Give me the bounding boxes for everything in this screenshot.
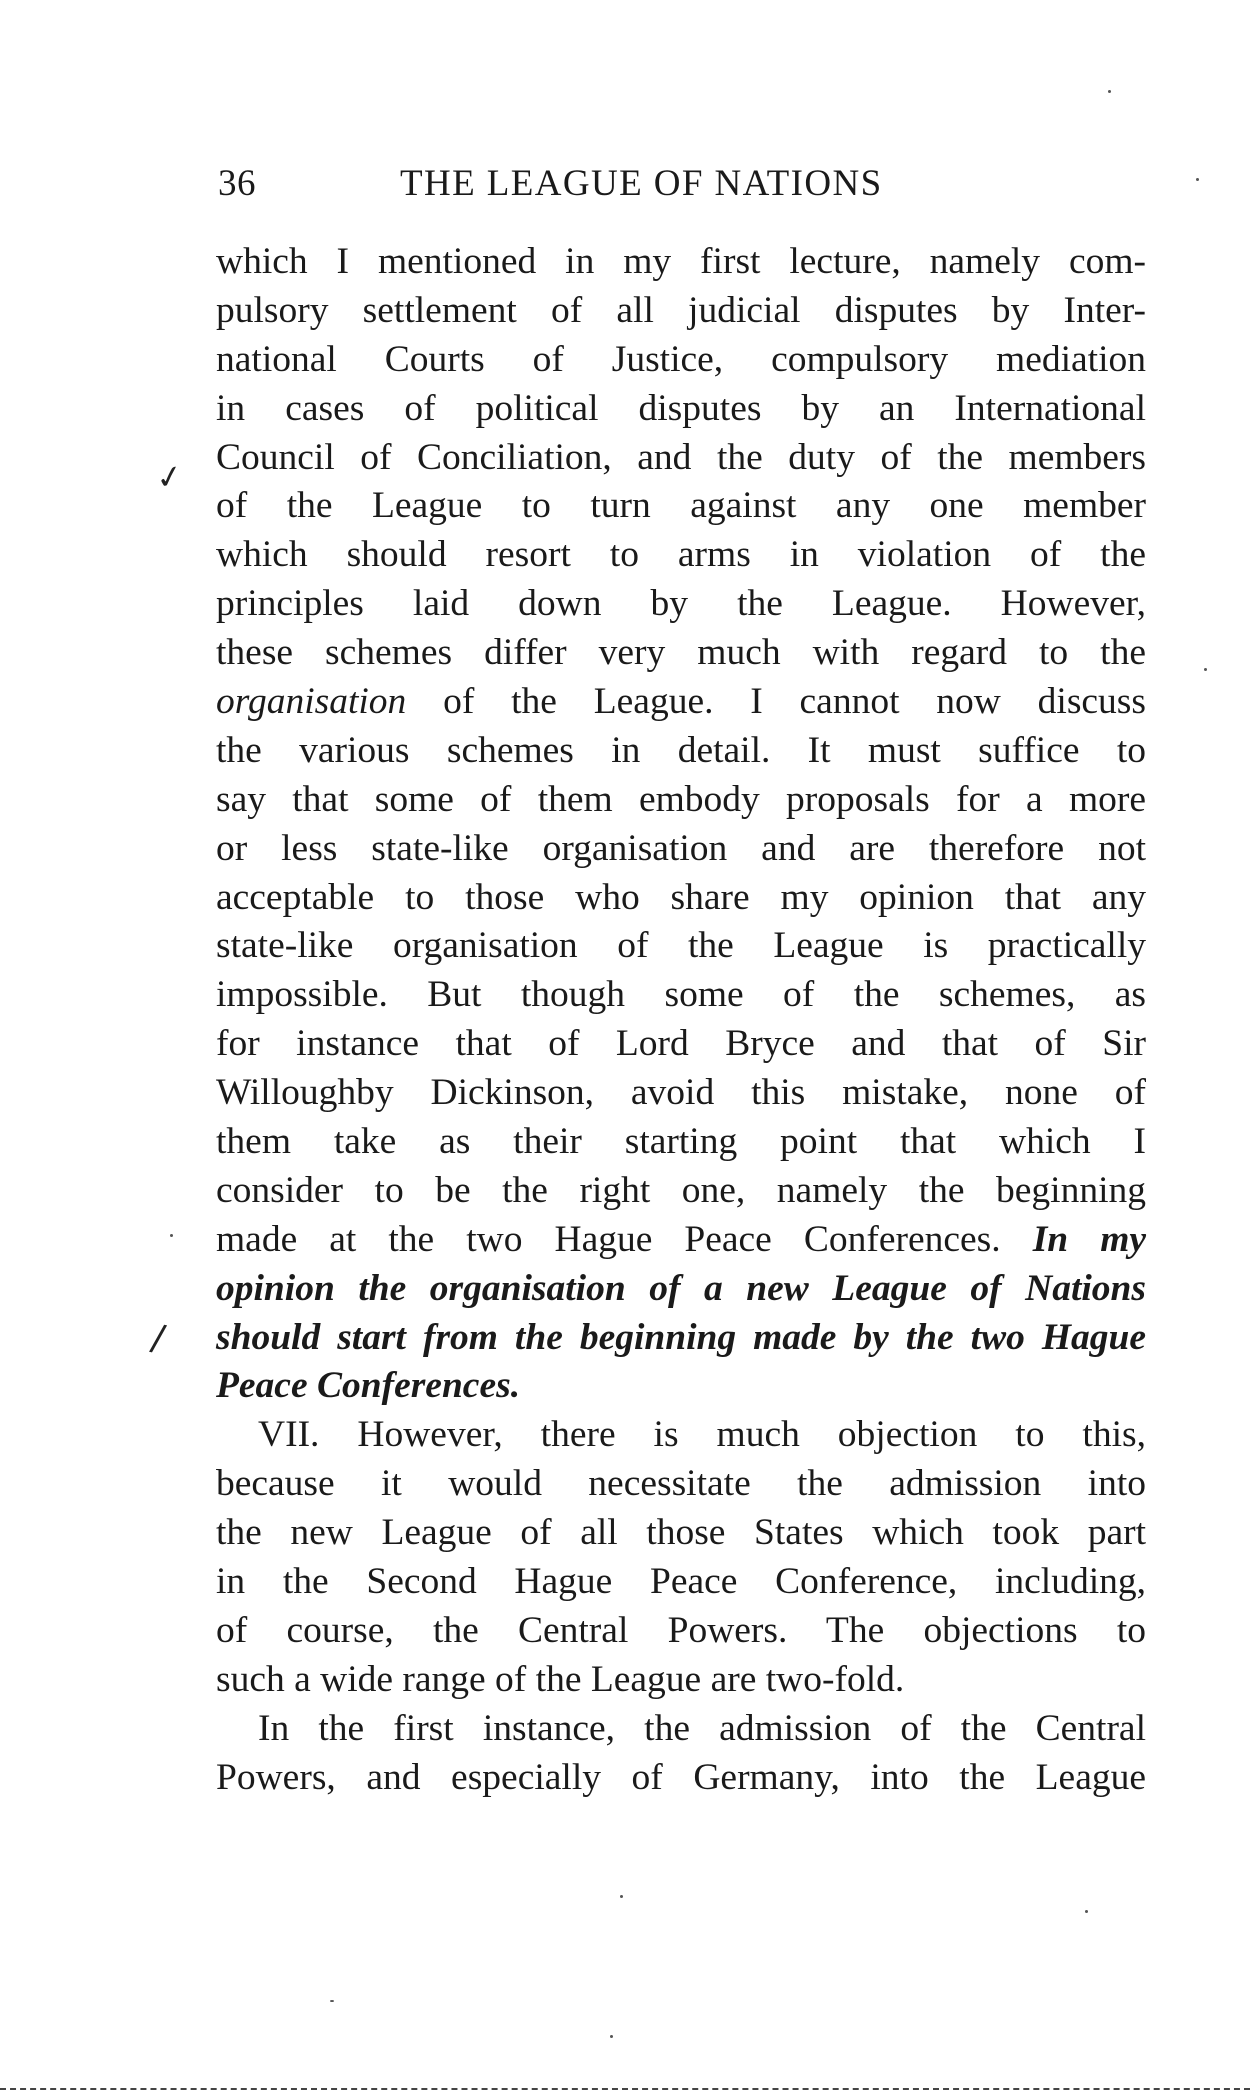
italic-emphasis: In my	[1032, 1218, 1147, 1260]
body-text	[216, 238, 1146, 1803]
text-line: say that some of them embody proposals for a more	[216, 778, 1146, 820]
text-line: such a wide range of the League are two-fold.	[216, 1658, 905, 1700]
text-line: them take as their starting point that which I	[216, 1121, 1146, 1163]
margin-check-mark-icon: ✓	[152, 455, 186, 499]
text-line: or less state-like organisation and are therefore not	[216, 827, 1146, 869]
paragraph-start-line: In the first instance, the admission of the Central	[258, 1707, 1146, 1749]
text-line-mixed	[216, 678, 1146, 727]
paper-speck	[610, 2035, 613, 2038]
paper-speck	[170, 1234, 173, 1237]
text-line: because it would necessitate the admission into	[216, 1463, 1146, 1505]
text-line: which should resort to arms in violation of the	[216, 534, 1146, 576]
text-line: in the Second Hague Peace Conference, including,	[216, 1561, 1146, 1603]
text-line: the new League of all those States which took part	[216, 1512, 1146, 1554]
running-title: THE LEAGUE OF NATIONS	[400, 163, 883, 204]
text-line: these schemes differ very much with regard to the	[216, 632, 1146, 674]
text-line: national Courts of Justice, compulsory mediation	[216, 338, 1146, 380]
text-line: Willoughby Dickinson, avoid this mistake, none of	[216, 1072, 1146, 1114]
text-line: Powers, and especially of Germany, into the League	[216, 1756, 1146, 1798]
italic-line: opinion the organisation of a new League of Nations	[216, 1267, 1146, 1309]
page-number: 36	[218, 163, 256, 204]
paper-speck	[1108, 90, 1111, 93]
text-line: pulsory settlement of all judicial disputes by Inter-	[216, 289, 1146, 331]
margin-tick-mark-icon: /	[147, 1317, 169, 1360]
paper-speck	[1204, 668, 1207, 671]
paper-speck	[330, 2000, 334, 2002]
italic-line: Peace Conferences.	[216, 1365, 521, 1407]
paragraph-start-line: VII. However, there is much objection to this,	[258, 1414, 1146, 1456]
page-bottom-edge	[0, 2088, 1250, 2090]
page-header	[212, 162, 1142, 222]
text-line: of course, the Central Powers. The objections to	[216, 1609, 1146, 1651]
text-line-mixed	[216, 1216, 1146, 1265]
text-line: acceptable to those who share my opinion that any	[216, 876, 1146, 918]
paper-speck	[1085, 1910, 1088, 1913]
italic-line: should start from the beginning made by the two Hague	[216, 1316, 1146, 1358]
text-line: in cases of political disputes by an International	[216, 387, 1146, 429]
text-line: impossible. But though some of the schemes, as	[216, 974, 1146, 1016]
text-line: principles laid down by the League. However,	[216, 583, 1146, 625]
text-fragment: made at the two Hague Peace Conferences.	[216, 1218, 1001, 1260]
paper-speck	[620, 1895, 623, 1898]
text-line: state-like organisation of the League is practically	[216, 925, 1146, 967]
text-line: of the League to turn against any one member	[216, 485, 1146, 527]
text-line: which I mentioned in my first lecture, namely com-	[216, 241, 1146, 282]
text-line: Council of Conciliation, and the duty of the members	[216, 436, 1146, 478]
text-line: consider to be the right one, namely the beginning	[216, 1169, 1146, 1211]
italic-emphasis: organisation	[216, 681, 407, 723]
text-fragment: of the League. I cannot now discuss	[443, 681, 1146, 723]
text-line: for instance that of Lord Bryce and that of Sir	[216, 1023, 1146, 1065]
paper-speck	[1196, 178, 1199, 181]
text-line: the various schemes in detail. It must suffice to	[216, 729, 1146, 771]
